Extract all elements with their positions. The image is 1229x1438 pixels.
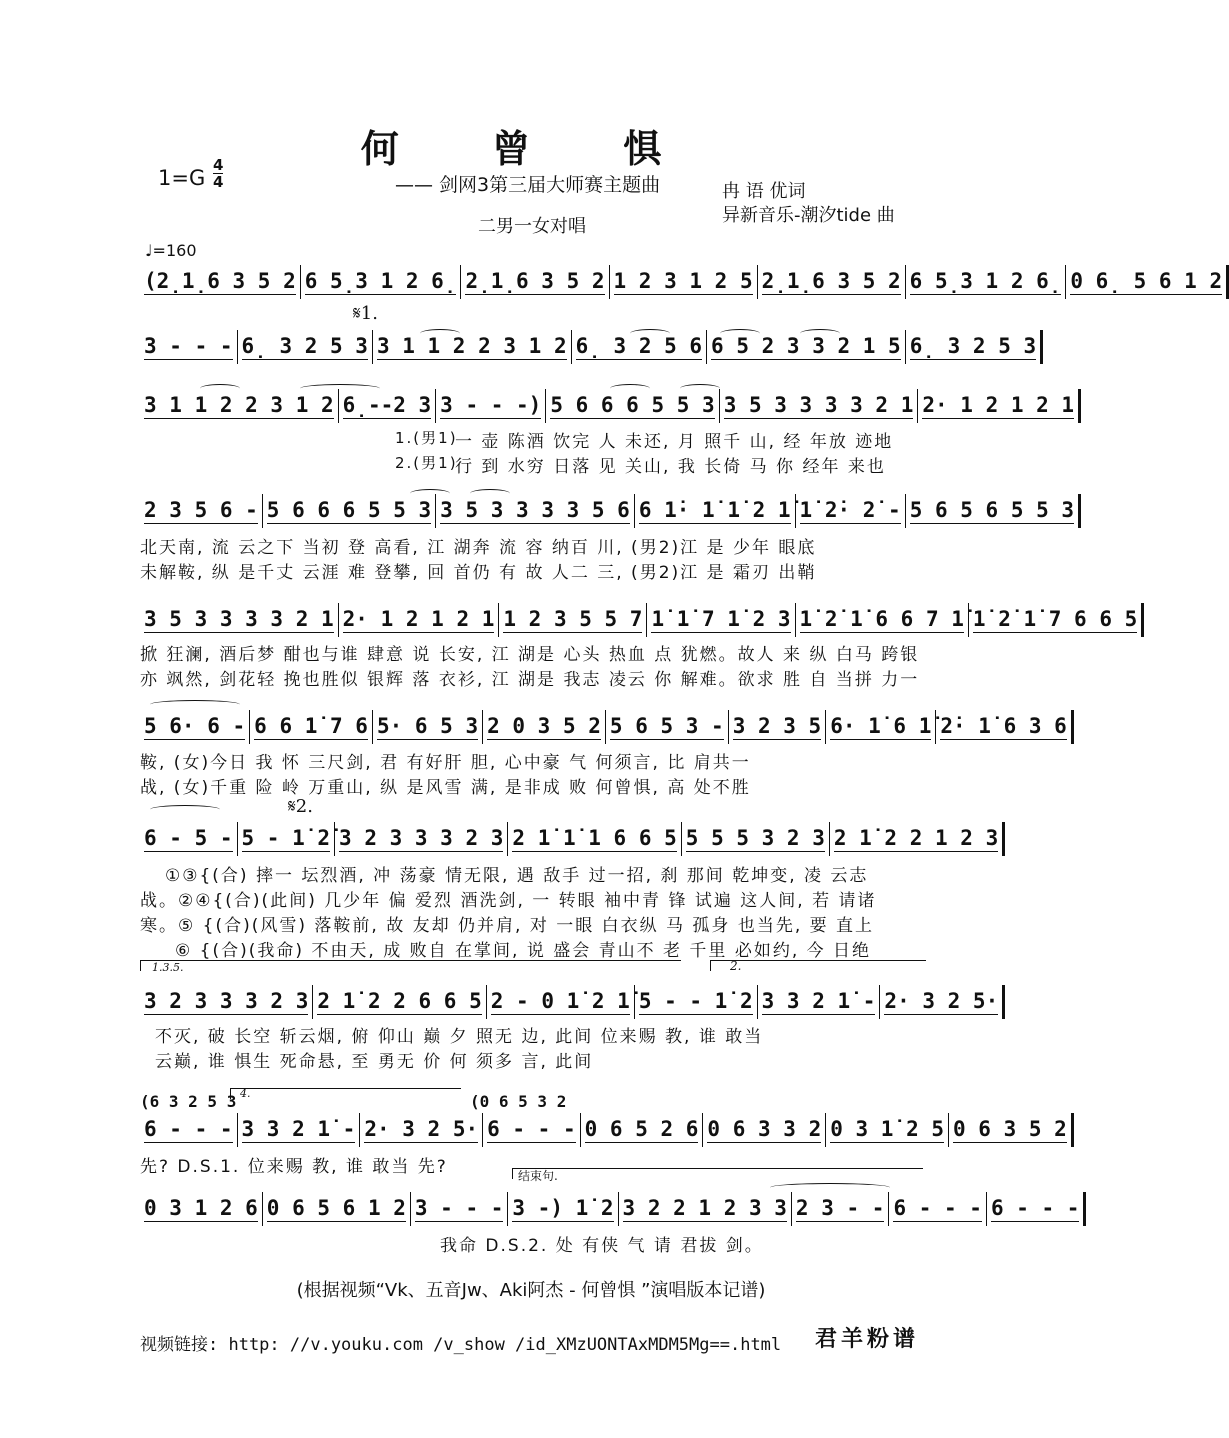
measure: [301, 265, 462, 299]
composer-credit: 异新音乐-潮汐tide 曲: [722, 205, 895, 226]
measure-notes: 1 2 3 5 5 7: [503, 607, 643, 631]
time-top: 4: [213, 156, 224, 174]
measure: [619, 1192, 792, 1226]
measure-notes: 5 6 6 6 5 5 3: [266, 498, 432, 522]
measure-notes: 6̣ 3 2 5 6: [575, 334, 703, 358]
measure: [250, 710, 373, 744]
measure: [936, 710, 1073, 744]
measure: [729, 710, 827, 744]
measure: [339, 603, 500, 637]
measure: [483, 710, 606, 744]
slur-mark: [150, 700, 240, 709]
measure-notes: 3 1 1 2 2 3 1 2: [144, 393, 334, 417]
slur-mark: [720, 329, 760, 338]
measure-notes: 2 1̇ 2 2 1 2 3: [833, 826, 999, 850]
measure: [508, 1192, 618, 1226]
measure: [313, 985, 486, 1019]
staff-row: [140, 265, 1223, 299]
measure-notes: 2· 1 2 1 2 1: [342, 607, 495, 631]
measure-notes: 1 2 3 1 2 5: [613, 269, 753, 293]
lyric-line: 亦 飒然, 剑花轻 挽也胜似 银辉 落 衣衫, 江 湖是 我志 凌云 你 解难。欲求 胜 自 当拼 力一: [140, 670, 920, 690]
staff-row: [140, 389, 1075, 423]
segno-1-mark: 𝄋1.: [353, 303, 378, 324]
measure-notes: 2̣1̣6 3 5 2: [761, 269, 901, 293]
measure-notes: 0 6 5 2 6: [584, 1117, 699, 1141]
volta-bracket: [140, 960, 681, 971]
measure-notes: 1̇ 2̇· 2̇ -: [799, 498, 901, 522]
lyric-line: 一 壶 陈酒 饮完 人 未还, 月 照千 山, 经 年放 迹地: [455, 432, 894, 452]
measure: [546, 389, 719, 423]
measure: [508, 822, 681, 856]
slur-mark: [800, 329, 840, 338]
measure: [635, 494, 796, 528]
staff-row: [140, 1192, 1080, 1226]
volta-bracket: [710, 960, 926, 971]
measure: [606, 710, 729, 744]
measure: [140, 822, 238, 856]
measure-notes: 2 3 5 6 -: [144, 498, 258, 522]
measure-notes: 3 2 3 3 3 2 3: [144, 989, 309, 1013]
staff-row: [140, 603, 1138, 637]
measure-notes: 2· 1 2 1 2 1: [922, 393, 1075, 417]
measure: [918, 389, 1081, 423]
volta-4: 4.: [240, 1087, 251, 1100]
slur-mark: [470, 489, 510, 498]
lyric-line: 先? D.S.1. 位来赐 教, 谁 敢当 先?: [140, 1157, 448, 1177]
measure: [499, 603, 647, 637]
measure: [635, 985, 758, 1019]
lyric-line: 未解鞍, 纵 是千丈 云涯 难 登攀, 回 首仍 有 故 人二 三, (男2)江 是 霜刃 出鞘: [140, 563, 817, 583]
measure: [682, 822, 830, 856]
slur-mark: [150, 805, 220, 814]
measure: [610, 265, 758, 299]
measure-notes: 6 1̇· 1̇ 1̇ 2 1̇: [638, 498, 791, 522]
measure-notes: 1̇ 2̇ 1̇ 6 6 7 1̇: [799, 607, 964, 631]
measure-notes: (2̣1̣6 3 5 2: [144, 269, 296, 293]
measure-notes: 5 6 5 6 5 5 3: [909, 498, 1075, 522]
measure: [140, 710, 250, 744]
measure: [889, 1192, 987, 1226]
lyric-line: 寒。⑤ {(合)(风雪) 落鞍前, 故 友却 仍并肩, 对 一眼 白衣纵 马 孤身 也当先, 要 直上: [140, 916, 875, 936]
measure: [758, 985, 881, 1019]
measure: [263, 494, 436, 528]
measure: [987, 1192, 1087, 1226]
measure-notes: 6· 1̇ 6 1̇: [830, 714, 932, 738]
slur-mark: [410, 489, 450, 498]
publisher-stamp: 君羊粉谱: [815, 1326, 920, 1352]
measure-notes: 3 3 2 1̇ -: [241, 1117, 356, 1141]
measure: [487, 985, 635, 1019]
transcription-note: (根据视频“Vk、五音Jw、Aki阿杰 - 何曾惧 ”演唱版本记谱): [296, 1280, 766, 1301]
measure-notes: 0 6̣ 5 6 1 2: [1070, 269, 1223, 293]
lyric-line: 北天南, 流 云之下 当初 登 高看, 江 湖奔 流 容 纳百 川, (男2)江 是 少年 眼底: [140, 538, 817, 558]
slur-mark: [770, 1183, 890, 1192]
measure-notes: 1̇ 1̇ 7 1̇ 2 3: [651, 607, 791, 631]
ending-bracket: [512, 1168, 923, 1179]
slur-mark: [420, 329, 460, 338]
slur-mark: [300, 384, 380, 393]
segno-2-mark: 𝄋2.: [288, 796, 313, 817]
measure-notes: 6 5 2 3 3 2 1 5: [711, 334, 901, 358]
slur-mark: [200, 384, 240, 393]
measure: [140, 603, 339, 637]
lyric-line: 鞍, (女)今日 我 怀 三尺剑, 君 有好肝 胆, 心中豪 气 何须言, 比 肩共一: [140, 753, 751, 773]
measure: [581, 1113, 704, 1147]
video-link[interactable]: 视频链接: http: //v.youku.com /v_show /id_XMzUONTAxMDM5Mg==.html: [140, 1335, 782, 1355]
measure-notes: 5 6 6 6 5 5 3: [550, 393, 715, 417]
song-title: 何 曾 惧: [360, 126, 702, 171]
measure-notes: 1̇ 2̇ 1̇ 7 6 6 5: [972, 607, 1138, 631]
measure-notes: 5 - 1̇ 2̇: [241, 826, 331, 850]
measure: [720, 389, 919, 423]
lyric-line: 战。②④{(合)(此间) 几少年 偏 爱烈 酒洗剑, 一 转眼 袖中青 锋 试遍 这人间, 若 请诸: [140, 891, 877, 911]
measure: [140, 1192, 263, 1226]
measure-notes: 2 0 3 5 2: [487, 714, 601, 738]
measure: [339, 389, 437, 423]
measure-notes: 3 2 3 3 3 2 3: [339, 826, 504, 850]
measure: [411, 1192, 509, 1226]
measure: [906, 265, 1067, 299]
measure-notes: 6 - - -: [144, 1117, 233, 1141]
measure-notes: 6 - - -: [487, 1117, 576, 1141]
measure-notes: 5 5 5 3 2 3: [685, 826, 825, 850]
lyric-line: 云巅, 谁 惧生 死命悬, 至 勇无 价 何 须多 言, 此间: [155, 1052, 594, 1072]
measure-notes: 2· 3 2 5·: [364, 1117, 479, 1141]
key-signature: 1=G: [158, 166, 206, 190]
measure: [826, 1113, 949, 1147]
measure: [360, 1113, 483, 1147]
lyric-line: ⑥ {(合)(我命) 不由天, 成 败自 在掌间, 说 盛会 青山不 老 千里 必如约, 今 日绝: [175, 941, 872, 961]
measure: [703, 1113, 826, 1147]
slur-mark: [680, 384, 720, 393]
measure-notes: 3 - - -): [440, 393, 542, 417]
measure-notes: 3 1 1 2 2 3 1 2: [376, 334, 567, 358]
lyric-line: 我命 D.S.2. 处 有侠 气 请 君拔 剑。: [440, 1236, 764, 1256]
measure: [758, 265, 906, 299]
measure-notes: 3 - - -: [414, 1196, 504, 1220]
measure-notes: 6̣--2 3: [342, 393, 432, 417]
lyric-line: 行 到 水穷 日落 见 关山, 我 长倚 马 你 经年 来也: [455, 457, 886, 477]
measure-notes: 3 5 3 3 3 3 5 6: [440, 498, 630, 522]
intro-phrase-1: (6 3 2 5 3: [140, 1092, 237, 1111]
measure-notes: 3 - - -: [144, 334, 233, 358]
measure-notes: 6 - - -: [990, 1196, 1080, 1220]
measure: [483, 1113, 581, 1147]
measure: [263, 1192, 411, 1226]
measure: [140, 330, 238, 364]
volta-2: 2.: [730, 959, 742, 973]
measure: [796, 603, 969, 637]
measure-notes: 6 - - -: [893, 1196, 982, 1220]
measure-notes: 3 5 3 3 3 3 2 1: [723, 393, 914, 417]
measure-notes: 5 6 5 3 -: [609, 714, 724, 738]
measure-notes: 6̣ 3 2 5 3: [241, 334, 368, 358]
lyric-line: 掀 狂澜, 酒后梦 酣也与谁 肆意 说 长安, 江 湖是 心头 热血 点 犹燃。故人 来 纵 白马 跨银: [140, 645, 920, 665]
lyric-line: 不灭, 破 长空 斩云烟, 俯 仰山 巅 夕 照无 边, 此间 位来赐 教, 谁 敢当: [155, 1027, 764, 1047]
measure-notes: 3 2 2 1 2 3 3: [622, 1196, 787, 1220]
measure-notes: 3 3 2 1̇ -: [761, 989, 876, 1013]
measure-notes: 2 1̇ 1̇ 1 6 6 5: [512, 826, 677, 850]
measure-notes: 3 5 3 3 3 3 2 1: [144, 607, 334, 631]
measure: [373, 710, 483, 744]
intro-phrase-2: (0 6 5 3 2: [470, 1092, 567, 1111]
measure: [906, 330, 1043, 364]
measure: [796, 494, 906, 528]
staff-row: [140, 822, 999, 856]
measure: [461, 265, 609, 299]
measure: [1066, 265, 1229, 299]
volta-bracket: [230, 1088, 461, 1099]
measure: [140, 985, 313, 1019]
measure-notes: 0 3 1̇ 2 5: [830, 1117, 945, 1141]
measure-notes: 2̣1̣6 3 5 2: [465, 269, 605, 293]
measure: [949, 1113, 1074, 1147]
lyric-line: 战, (女)千重 险 岭 万重山, 纵 是风雪 满, 是非成 败 何曾惧, 高 处不胜: [140, 778, 751, 798]
measure: [826, 710, 936, 744]
slur-mark: [610, 384, 650, 393]
ending-label: 结束句.: [518, 1169, 558, 1183]
measure: [140, 494, 263, 528]
staff-row: [140, 985, 999, 1019]
measure: [436, 494, 635, 528]
staff-row: [140, 710, 1067, 744]
measure-notes: 3 -) 1̇ 2: [512, 1196, 614, 1220]
measure: [647, 603, 795, 637]
measure-notes: 2̇· 1̇ 6 3 6: [940, 714, 1067, 738]
measure: [436, 389, 546, 423]
measure-notes: 3 2 3 5: [732, 714, 822, 738]
measure: [969, 603, 1144, 637]
measure: [140, 389, 339, 423]
staff-row: [140, 494, 1075, 528]
measure-notes: 6̣ 3 2 5 3: [909, 334, 1037, 358]
measure-notes: 5 - - 1̇ 2: [638, 989, 753, 1013]
measure: [140, 265, 301, 299]
measure: [238, 330, 373, 364]
measure: [140, 1113, 238, 1147]
measure-notes: 6 5̣3 1 2 6̣: [304, 269, 457, 293]
measure: [880, 985, 1005, 1019]
measure-notes: 2 - 0 1̇ 2 1̇: [490, 989, 630, 1013]
measure-notes: 2 1̇ 2 2 6 6 5: [317, 989, 482, 1013]
tempo-marking: ♩=160: [145, 241, 197, 260]
measure-notes: 6 - 5 -: [144, 826, 233, 850]
song-subtitle: —— 剑网3第三届大师赛主题曲: [395, 174, 661, 196]
measure: [238, 822, 336, 856]
measure-notes: 0 3 1 2 6: [144, 1196, 258, 1220]
measure-notes: 0 6 3 5 2: [953, 1117, 1067, 1141]
measure-notes: 5 6· 6 -: [144, 714, 246, 738]
lyricist-credit: 冉 语 优词: [722, 181, 806, 202]
performers-note: 二男一女对唱: [478, 216, 586, 237]
measure-notes: 2 3 - -: [795, 1196, 885, 1220]
lyric-line: ①③{(合) 摔一 坛烈酒, 冲 荡豪 情无限, 遇 敌手 过一招, 刹 那间 乾坤变, 凌 云志: [165, 866, 869, 886]
measure: [906, 494, 1081, 528]
measure-notes: 2· 3 2 5·: [884, 989, 999, 1013]
time-signature: [213, 157, 223, 190]
measure-notes: 5· 6 5 3: [376, 714, 479, 738]
measure-notes: 6 6 1̇ 7 6: [254, 714, 368, 738]
measure-notes: 0 6 3 3 2: [707, 1117, 822, 1141]
verse-1-prefix: 1.(男1): [395, 429, 458, 447]
measure: [335, 822, 508, 856]
slur-mark: [630, 329, 670, 338]
measure: [830, 822, 1005, 856]
measure-notes: 0 6 5 6 1 2: [266, 1196, 406, 1220]
measure: [792, 1192, 890, 1226]
verse-2-prefix: 2.(男1): [395, 454, 458, 472]
time-bottom: 4: [213, 173, 224, 191]
measure: [373, 330, 572, 364]
volta-135: 1.3.5.: [152, 961, 184, 974]
measure: [238, 1113, 361, 1147]
measure-notes: 6 5̣3 1 2 6̣: [909, 269, 1062, 293]
staff-row: [140, 1113, 1067, 1147]
